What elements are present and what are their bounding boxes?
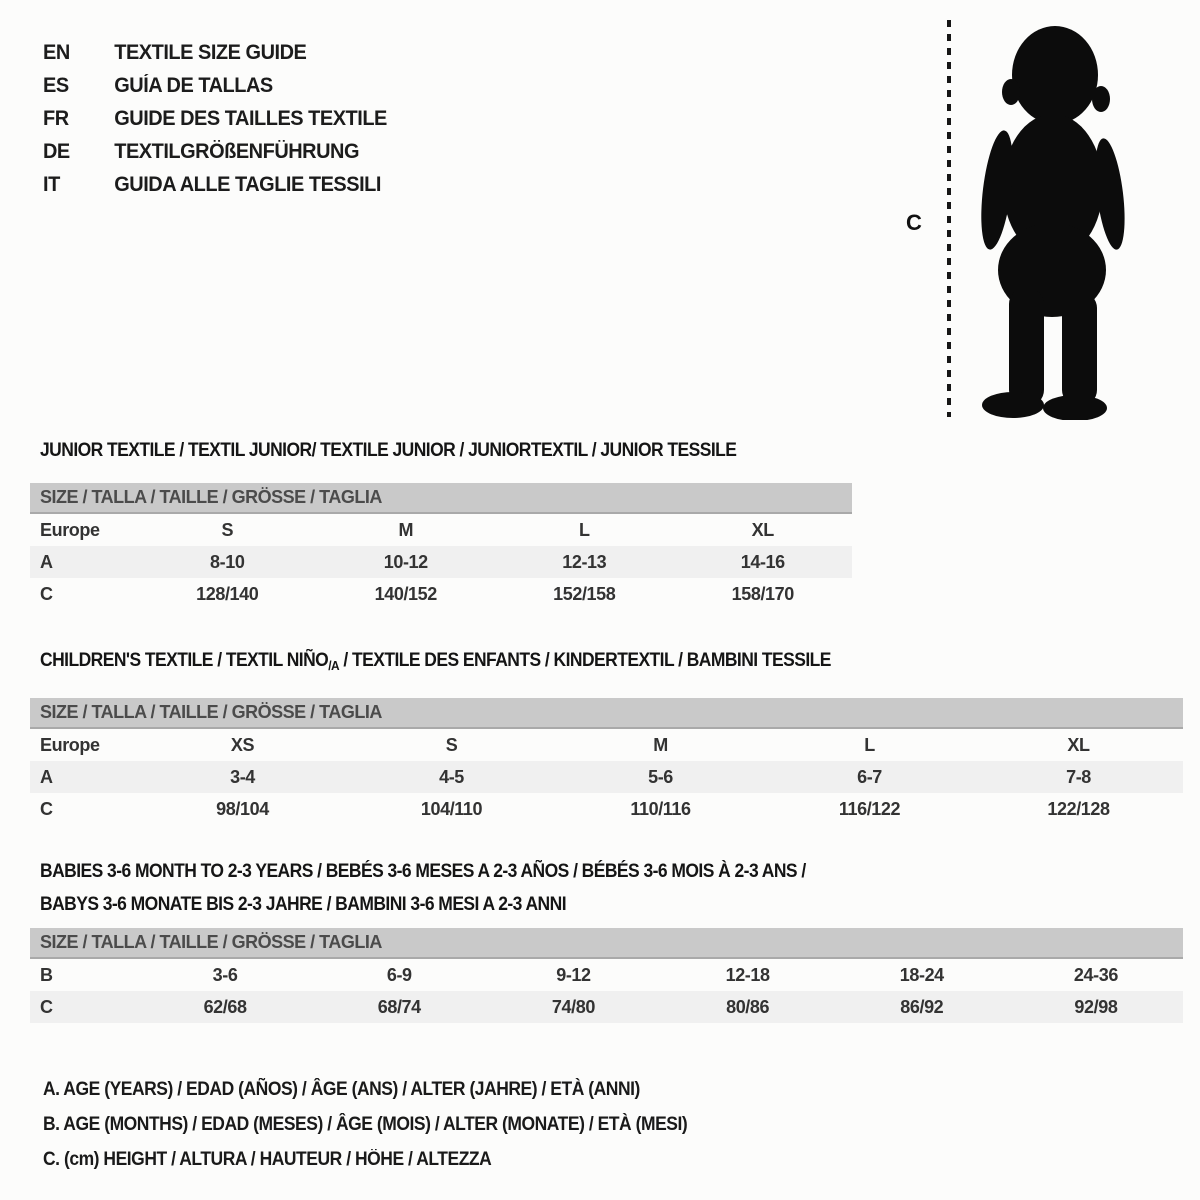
- table-cell: 80/86: [726, 997, 770, 1017]
- table-cell: 104/110: [420, 799, 483, 819]
- table-cell: 152/158: [553, 584, 616, 604]
- table-cell: 12-18: [725, 965, 770, 985]
- size-table: [30, 729, 1183, 825]
- legend-line-b: B. AGE (MONTHS) / EDAD (MESES) / ÂGE (MOIS) / ALTER (MONATE) / ETÀ (MESI): [43, 1114, 688, 1135]
- lang-row-de: [43, 135, 387, 168]
- section-title: JUNIOR TEXTILE / TEXTIL JUNIOR/ TEXTILE JUNIOR / JUNIORTEXTIL / JUNIOR TESSILE: [40, 440, 737, 461]
- toddler-silhouette-icon: [963, 18, 1141, 420]
- section-title-line1: BABIES 3-6 MONTH TO 2-3 YEARS / BEBÉS 3-6 MESES A 2-3 AÑOS / BÉBÉS 3-6 MOIS À 2-3 ANS /: [40, 861, 806, 882]
- table-cell: 9-12: [556, 965, 591, 985]
- table-cell: 110/116: [630, 799, 691, 819]
- table-cell: 86/92: [900, 997, 944, 1017]
- lang-row-it: [43, 168, 387, 201]
- size-table: [30, 959, 1183, 1023]
- guide-title: TEXTILGRÖßENFÜHRUNG: [114, 140, 360, 163]
- table-cell: 62/68: [203, 997, 247, 1017]
- table-cell: 116/122: [838, 799, 901, 819]
- table-row: [30, 959, 1183, 991]
- size-header-bar: SIZE / TALLA / TAILLE / GRÖSSE / TAGLIA: [30, 928, 1183, 959]
- table-cell: 68/74: [377, 997, 421, 1017]
- table-row: [30, 514, 852, 546]
- lang-row-en: [43, 36, 387, 69]
- row-label: C: [40, 997, 53, 1017]
- table-cell: XL: [1067, 735, 1090, 755]
- row-label: C: [40, 799, 53, 819]
- children-textile-section: [30, 650, 1183, 825]
- table-cell: 3-6: [212, 965, 238, 985]
- table-cell: L: [864, 735, 875, 755]
- section-title-text: CHILDREN'S TEXTILE / TEXTIL NIÑO: [40, 650, 329, 671]
- section-title: [40, 650, 1092, 677]
- table-cell: 140/152: [374, 584, 437, 604]
- table-cell: M: [653, 735, 668, 755]
- table-cell: 24-36: [1073, 965, 1118, 985]
- table-cell: 128/140: [196, 584, 259, 604]
- lang-code: IT: [43, 173, 60, 196]
- table-cell: 6-9: [386, 965, 412, 985]
- table-cell: 98/104: [216, 799, 269, 819]
- junior-textile-section: [30, 440, 852, 610]
- table-cell: XS: [230, 735, 255, 755]
- lang-code: DE: [43, 140, 70, 163]
- table-cell: M: [398, 520, 414, 540]
- lang-code: FR: [43, 107, 69, 130]
- table-row: [30, 793, 1183, 825]
- measurement-legend: [43, 1072, 743, 1177]
- row-label: A: [40, 767, 53, 787]
- table-row: [30, 578, 852, 610]
- section-title-text: / TEXTILE DES ENFANTS / KINDERTEXTIL / BAMBINI TESSILE: [339, 650, 831, 671]
- babies-textile-section: [30, 855, 1183, 1023]
- table-cell: 8-10: [210, 552, 245, 572]
- table-cell: XL: [751, 520, 774, 540]
- guide-title: GUIDA ALLE TAGLIE TESSILI: [114, 173, 381, 196]
- lang-code: EN: [43, 41, 70, 64]
- table-row: [30, 761, 1183, 793]
- table-cell: 4-5: [439, 767, 464, 787]
- row-label: C: [40, 584, 53, 604]
- table-cell: 158/170: [731, 584, 794, 604]
- row-label: Europe: [40, 520, 100, 540]
- height-dashed-line: [947, 20, 951, 417]
- lang-code: ES: [43, 74, 69, 97]
- table-cell: 14-16: [740, 552, 785, 572]
- size-header-bar: SIZE / TALLA / TAILLE / GRÖSSE / TAGLIA: [30, 483, 852, 514]
- table-cell: 3-4: [230, 767, 255, 787]
- row-label: Europe: [40, 735, 100, 755]
- section-title-subscript: /A: [328, 658, 340, 673]
- section-title-line2: BABYS 3-6 MONATE BIS 2-3 JAHRE / BAMBINI 3-6 MESI A 2-3 ANNI: [40, 894, 567, 915]
- guide-title: GUIDE DES TAILLES TEXTILE: [114, 107, 387, 130]
- lang-row-es: [43, 69, 387, 102]
- guide-title: TEXTILE SIZE GUIDE: [114, 41, 307, 64]
- lang-row-fr: [43, 102, 387, 135]
- table-cell: L: [578, 520, 590, 540]
- table-cell: 12-13: [562, 552, 607, 572]
- table-cell: 5-6: [648, 767, 673, 787]
- size-header-bar: SIZE / TALLA / TAILLE / GRÖSSE / TAGLIA: [30, 698, 1183, 729]
- table-cell: 92/98: [1074, 997, 1118, 1017]
- table-cell: S: [445, 735, 458, 755]
- table-cell: 10-12: [383, 552, 428, 572]
- guide-title: GUÍA DE TALLAS: [114, 74, 273, 97]
- legend-line-c: C. (cm) HEIGHT / ALTURA / HAUTEUR / HÖHE / ALTEZZA: [43, 1149, 492, 1170]
- table-cell: 6-7: [857, 767, 882, 787]
- table-cell: 7-8: [1066, 767, 1091, 787]
- row-label: A: [40, 552, 53, 572]
- size-table: [30, 514, 852, 610]
- table-cell: 74/80: [551, 997, 595, 1017]
- table-cell: 122/128: [1047, 799, 1110, 819]
- table-row: [30, 546, 852, 578]
- table-row: [30, 991, 1183, 1023]
- language-header: [43, 36, 405, 201]
- row-label: B: [40, 965, 53, 985]
- legend-line-a: A. AGE (YEARS) / EDAD (AÑOS) / ÂGE (ANS) / ALTER (JAHRE) / ETÀ (ANNI): [43, 1079, 640, 1100]
- table-cell: 18-24: [899, 965, 944, 985]
- height-measure-label: C: [906, 210, 922, 235]
- table-row: [30, 729, 1183, 761]
- table-cell: S: [221, 520, 234, 540]
